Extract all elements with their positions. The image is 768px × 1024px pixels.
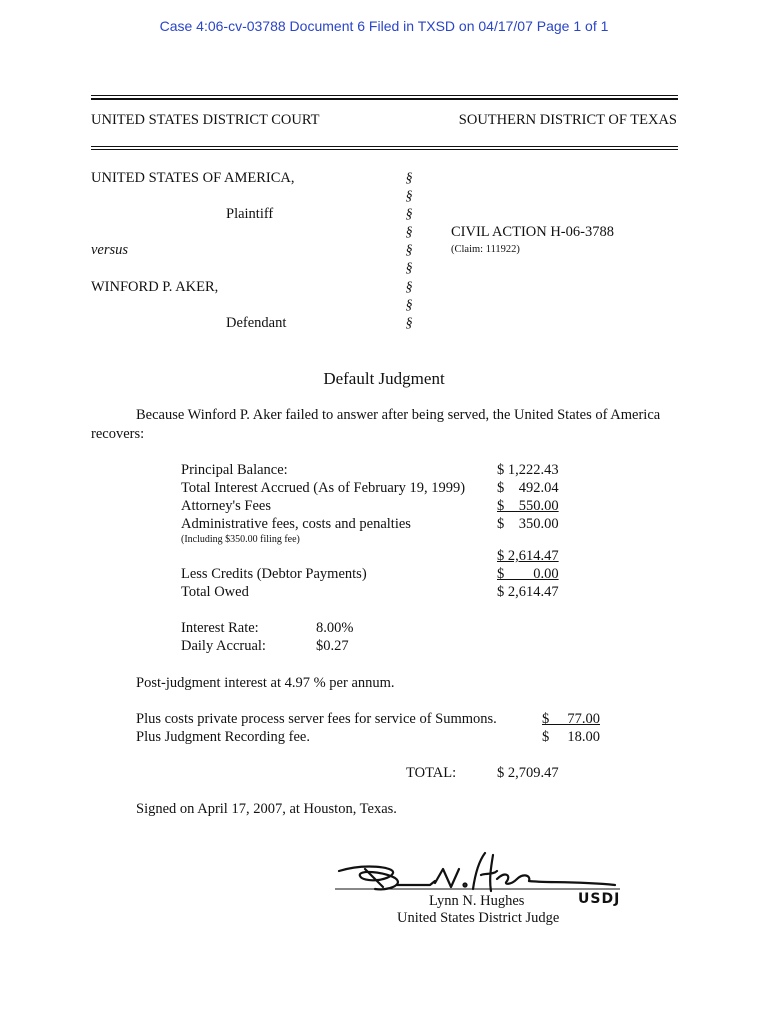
section-symbol: § (405, 243, 413, 259)
section-symbol: § (405, 279, 413, 295)
item-label: Principal Balance: (181, 462, 288, 478)
plus-costs-label: Plus costs private process server fees for service of Summons. (136, 711, 497, 727)
claim-number: (Claim: 111922) (451, 244, 520, 255)
section-symbol: § (405, 297, 413, 313)
section-symbol: § (405, 171, 413, 186)
section-symbol: § (405, 315, 413, 331)
section-symbol-column (403, 170, 415, 333)
judge-name: Lynn N. Hughes (429, 893, 525, 909)
defendant-name: WINFORD P. AKER, (91, 279, 219, 295)
header-rule-bottom-1 (91, 146, 678, 147)
header-rule-bottom-2 (91, 149, 678, 150)
less-credits-label: Less Credits (Debtor Payments) (181, 566, 367, 582)
header-rule-top-2 (91, 98, 678, 100)
plaintiff-label: Plaintiff (226, 206, 274, 222)
intro-line-2: recovers: (91, 426, 145, 442)
item-label: Administrative fees, costs and penalties (181, 516, 411, 532)
plus-costs-amount: $ 77.00 (542, 711, 600, 727)
section-symbol: § (405, 225, 413, 241)
judge-title: United States District Judge (397, 910, 560, 926)
plus-recording-label: Plus Judgment Recording fee. (136, 729, 310, 745)
filing-stamp: Case 4:06-cv-03788 Document 6 Filed in TXSD on 04/17/07 Page 1 of 1 (159, 18, 609, 34)
total-label: TOTAL: (406, 765, 457, 781)
item-label: Total Interest Accrued (As of February 19, 1999) (181, 480, 466, 496)
district-name: SOUTHERN DISTRICT OF TEXAS (458, 112, 677, 128)
plus-recording-amount: $ 18.00 (542, 729, 600, 745)
interest-rate-label: Interest Rate: (181, 620, 259, 636)
item-amount: $ 350.00 (497, 516, 559, 532)
daily-accrual-label: Daily Accrual: (181, 638, 266, 654)
court-name: UNITED STATES DISTRICT COURT (91, 112, 320, 128)
less-credits-amount: $ 0.00 (497, 566, 559, 582)
item-amount: $ 1,222.43 (497, 462, 559, 478)
intro-line-1: Because Winford P. Aker failed to answer after being served, the United States of America (136, 407, 661, 423)
judge-initials: USDJ (578, 891, 621, 907)
interest-rate-value: 8.00% (316, 620, 354, 636)
item-amount: $ 492.04 (497, 480, 559, 496)
total-amount: $ 2,709.47 (497, 765, 559, 781)
section-symbol: § (405, 189, 413, 205)
daily-accrual-value: $0.27 (316, 638, 349, 654)
section-symbol: § (405, 207, 413, 223)
section-symbol: § (405, 261, 413, 277)
item-label: Attorney's Fees (181, 498, 272, 514)
item-amount: $ 550.00 (497, 498, 559, 514)
items-note: (Including $350.00 filing fee) (181, 534, 300, 545)
header-rule-top-1 (91, 95, 678, 96)
defendant-label: Defendant (226, 315, 287, 331)
document-title: Default Judgment (323, 369, 445, 388)
total-owed-amount: $ 2,614.47 (497, 584, 559, 600)
signed-line: Signed on April 17, 2007, at Houston, Texas. (136, 801, 397, 817)
plaintiff-name: UNITED STATES OF AMERICA, (91, 170, 295, 186)
versus: versus (91, 242, 129, 258)
subtotal-amount: $ 2,614.47 (497, 548, 559, 564)
civil-action-number: CIVIL ACTION H-06-3788 (451, 224, 614, 240)
total-owed-label: Total Owed (181, 584, 249, 600)
post-judgment-interest: Post-judgment interest at 4.97 % per annum. (136, 675, 395, 691)
